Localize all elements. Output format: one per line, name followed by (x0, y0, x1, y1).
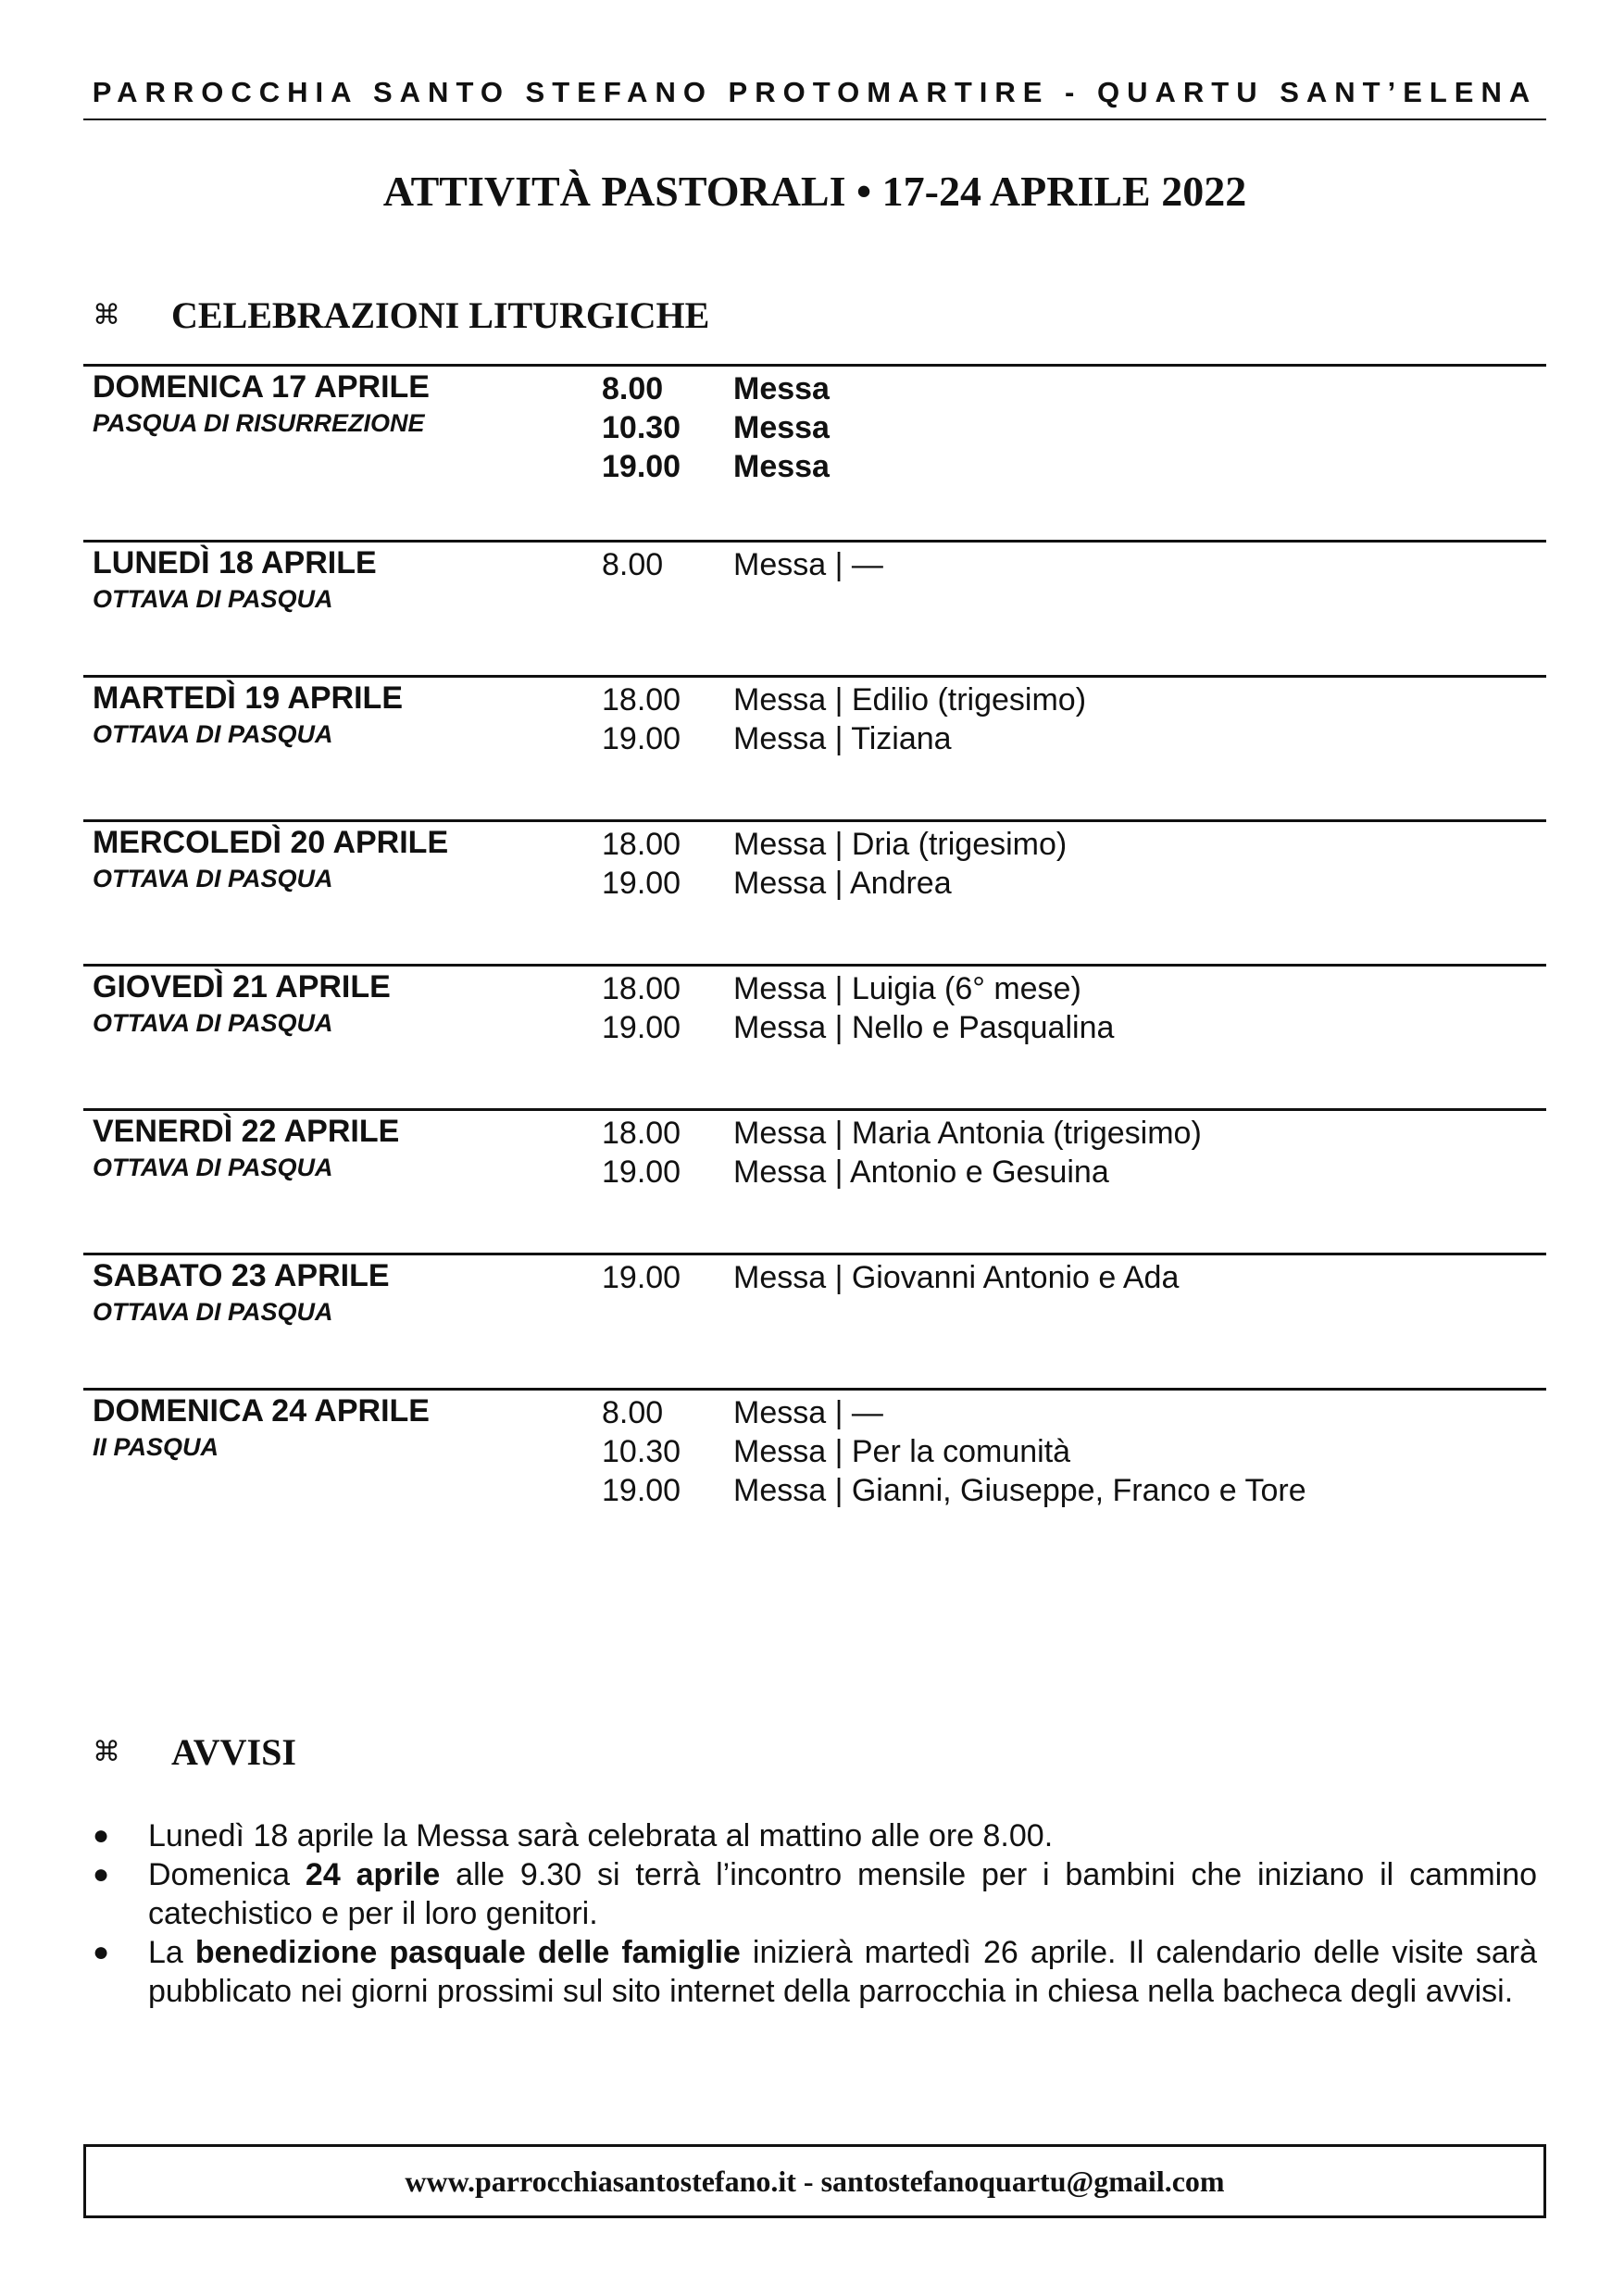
schedule-day (83, 364, 1546, 540)
mass-time: 10.30 (602, 1434, 681, 1469)
day-liturgical-title: OTTAVA DI PASQUA (93, 720, 333, 748)
mass-time: 19.00 (602, 866, 681, 901)
day-name: LUNEDÌ 18 APRILE (93, 545, 377, 580)
mass-slot (602, 369, 830, 408)
header-rule (83, 119, 1546, 120)
notice-emphasis: 24 aprile (305, 1857, 441, 1892)
mass-time: 19.00 (602, 1260, 681, 1295)
mass-intention: Messa (733, 449, 830, 484)
mass-intention: Messa | Giovanni Antonio e Ada (733, 1260, 1180, 1295)
schedule-day (83, 1108, 1546, 1253)
day-liturgical-title: OTTAVA DI PASQUA (93, 1154, 333, 1181)
mass-time: 18.00 (602, 682, 681, 718)
mass-slot (602, 1008, 1114, 1047)
mass-slot (602, 1153, 1202, 1192)
mass-slot (602, 1432, 1306, 1471)
mass-time: 18.00 (602, 971, 681, 1006)
celebrations-heading (93, 287, 709, 343)
mass-time: 18.00 (602, 827, 681, 862)
parish-name: PARROCCHIA SANTO STEFANO PROTOMARTIRE - QUARTU SANT’ELENA (92, 76, 1538, 108)
section-ornament-icon: ⌘ (93, 298, 120, 331)
mass-time: 10.30 (602, 410, 681, 445)
notice-item (93, 1816, 1537, 1855)
bullet-icon: ● (93, 1937, 110, 1967)
mass-intention: Messa (733, 410, 830, 445)
mass-time: 18.00 (602, 1116, 681, 1151)
notice-text: inizierà martedì 26 aprile. Il calendario delle visite sarà pubblicato nei giorni prossimi sul sito internet della parrocchia in chiesa nella bacheca degli avvisi. (148, 1935, 1538, 2009)
notices-heading (93, 1724, 296, 1779)
mass-intention: Messa | Gianni, Giuseppe, Franco e Tore (733, 1473, 1306, 1508)
notice-emphasis: benedizione pasquale delle famiglie (194, 1935, 741, 1970)
day-name: MARTEDÌ 19 APRILE (93, 680, 404, 716)
schedule-day (83, 675, 1546, 819)
mass-times (602, 1393, 1306, 1510)
day-liturgical-title: II PASQUA (93, 1433, 219, 1461)
mass-intention: Messa | Edilio (trigesimo) (733, 682, 1087, 718)
mass-intention: Messa | Per la comunità (733, 1434, 1071, 1469)
mass-times (602, 969, 1114, 1047)
day-name: MERCOLEDÌ 20 APRILE (93, 825, 449, 860)
day-name: GIOVEDÌ 21 APRILE (93, 969, 391, 1004)
notice-text: Domenica (148, 1857, 306, 1892)
mass-time: 19.00 (602, 721, 681, 756)
mass-slot (602, 719, 1086, 758)
mass-slot (602, 1393, 1306, 1432)
notice-item (93, 1855, 1537, 1933)
mass-time: 8.00 (602, 371, 664, 406)
mass-slot (602, 545, 883, 584)
day-name: DOMENICA 24 APRILE (93, 1393, 430, 1429)
section-ornament-icon: ⌘ (93, 1735, 120, 1768)
liturgical-schedule (83, 364, 1546, 1554)
mass-time: 19.00 (602, 1010, 681, 1045)
mass-times (602, 369, 830, 486)
day-liturgical-title: PASQUA DI RISURREZIONE (93, 409, 425, 437)
schedule-day (83, 819, 1546, 964)
mass-slot (602, 864, 1067, 903)
mass-time: 8.00 (602, 1395, 664, 1430)
footer-contact-box (83, 2144, 1546, 2218)
celebrations-heading-text: CELEBRAZIONI LITURGICHE (171, 293, 710, 336)
schedule-day (83, 964, 1546, 1108)
mass-times (602, 680, 1086, 758)
day-name: DOMENICA 17 APRILE (93, 369, 430, 405)
notices-heading-text: AVVISI (171, 1730, 296, 1773)
mass-intention: Messa | Nello e Pasqualina (733, 1010, 1115, 1045)
mass-times (602, 825, 1067, 903)
mass-times (602, 545, 883, 584)
footer-contact: www.parrocchiasantostefano.it - santostefanoquartu@gmail.com (405, 2164, 1225, 2198)
notice-text: Lunedì 18 aprile la Messa sarà celebrata al mattino alle ore 8.00. (148, 1818, 1054, 1853)
bullet-icon: ● (93, 1859, 110, 1890)
mass-time: 19.00 (602, 449, 681, 484)
notices-list (93, 1816, 1537, 2011)
mass-intention: Messa | Antonio e Gesuina (733, 1154, 1109, 1190)
day-name: SABATO 23 APRILE (93, 1258, 390, 1293)
mass-slot (602, 1471, 1306, 1510)
mass-times (602, 1114, 1202, 1192)
mass-intention: Messa | — (733, 547, 883, 582)
bullet-icon: ● (93, 1820, 110, 1851)
schedule-day (83, 1253, 1546, 1388)
mass-intention: Messa | Dria (trigesimo) (733, 827, 1068, 862)
day-name: VENERDÌ 22 APRILE (93, 1114, 400, 1149)
day-liturgical-title: OTTAVA DI PASQUA (93, 1009, 333, 1037)
schedule-day (83, 1388, 1546, 1554)
schedule-day (83, 540, 1546, 675)
mass-intention: Messa (733, 371, 830, 406)
mass-time: 8.00 (602, 547, 664, 582)
mass-slot (602, 1114, 1202, 1153)
mass-slot (602, 1258, 1179, 1297)
mass-intention: Messa | Maria Antonia (trigesimo) (733, 1116, 1202, 1151)
mass-slot (602, 825, 1067, 864)
mass-slot (602, 408, 830, 447)
mass-slot (602, 680, 1086, 719)
mass-times (602, 1258, 1179, 1297)
mass-slot (602, 447, 830, 486)
day-liturgical-title: OTTAVA DI PASQUA (93, 585, 333, 613)
day-liturgical-title: OTTAVA DI PASQUA (93, 1298, 333, 1326)
notice-item (93, 1933, 1537, 2011)
notice-text: alle 9.30 si terrà l’incontro mensile per i bambini che iniziano il cammino catechistico e per il loro genitori. (148, 1857, 1538, 1931)
page-title: ATTIVITÀ PASTORALI • 17-24 APRILE 2022 (382, 168, 1247, 215)
mass-intention: Messa | Tiziana (733, 721, 952, 756)
mass-intention: Messa | Andrea (733, 866, 952, 901)
mass-time: 19.00 (602, 1473, 681, 1508)
day-liturgical-title: OTTAVA DI PASQUA (93, 865, 333, 892)
notice-text: La (148, 1935, 195, 1970)
mass-slot (602, 969, 1114, 1008)
mass-intention: Messa | Luigia (6° mese) (733, 971, 1081, 1006)
mass-intention: Messa | — (733, 1395, 883, 1430)
mass-time: 19.00 (602, 1154, 681, 1190)
